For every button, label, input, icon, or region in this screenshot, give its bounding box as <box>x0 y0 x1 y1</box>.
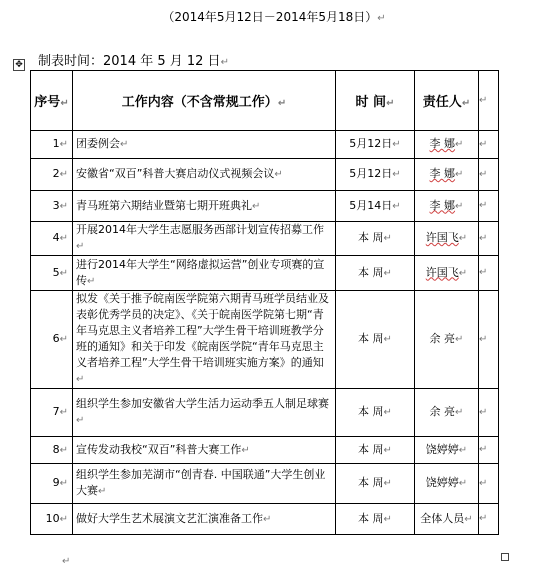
row-end-mark: ↵ <box>479 291 499 389</box>
table-row <box>31 389 499 437</box>
cell-time: 5月14日↵ <box>336 191 415 222</box>
cell-person: 李 娜↵ <box>415 131 479 159</box>
table-row <box>31 437 499 464</box>
cell-no: 9↵ <box>31 464 73 504</box>
table-row <box>31 291 499 389</box>
table-row <box>31 191 499 222</box>
cell-person: 许国飞↵ <box>415 222 479 256</box>
table-resize-handle-icon[interactable] <box>501 553 509 561</box>
col-header-person: 责任人↵ <box>415 71 479 131</box>
col-header-no: 序号↵ <box>31 71 73 131</box>
row-end-mark: ↵ <box>479 437 499 464</box>
cell-work: 组织学生参加安徽省大学生活力运动季五人制足球赛↵ <box>73 389 336 437</box>
cell-work: 做好大学生艺术展演文艺汇演准备工作↵ <box>73 504 336 535</box>
cell-person: 余 亮↵ <box>415 389 479 437</box>
row-end-mark: ↵ <box>479 256 499 291</box>
col-header-time: 时 间↵ <box>336 71 415 131</box>
cell-person: 全体人员↵ <box>415 504 479 535</box>
cell-time: 本 周↵ <box>336 389 415 437</box>
cell-time: 5月12日↵ <box>336 131 415 159</box>
weekly-work-table <box>30 70 499 535</box>
table-row <box>31 131 499 159</box>
cell-work: 拟发《关于推予皖南医学院第六期青马班学员结业及表彰优秀学员的决定》、《关于皖南医学院第七期“青年马克思主义者培养工程”大学生骨干培训班教学分班的通知》和关于印发《皖南医学院“青年马克思主义者培养工程”大学生骨干培训班实施方案》的通知↵ <box>73 291 336 389</box>
table-header-row <box>31 71 499 131</box>
cell-work: 青马班第六期结业暨第七期开班典礼↵ <box>73 191 336 222</box>
table-move-handle-icon[interactable]: ✥ <box>13 59 25 71</box>
cell-person: 李 娜↵ <box>415 191 479 222</box>
cell-work: 宣传发动我校“双百”科普大赛工作↵ <box>73 437 336 464</box>
cell-no: 2↵ <box>31 159 73 191</box>
cell-person: 余 亮↵ <box>415 291 479 389</box>
cell-no: 6↵ <box>31 291 73 389</box>
row-end-mark: ↵ <box>479 71 499 131</box>
paragraph-mark-icon: ↵ <box>220 57 229 68</box>
table-row <box>31 222 499 256</box>
row-end-mark: ↵ <box>479 159 499 191</box>
row-end-mark: ↵ <box>479 464 499 504</box>
row-end-mark: ↵ <box>479 389 499 437</box>
table-row <box>31 159 499 191</box>
cell-work: 进行2014年大学生“网络虚拟运营”创业专项赛的宣传↵ <box>73 256 336 291</box>
cell-time: 本 周↵ <box>336 291 415 389</box>
made-time-text: 制表时间：2014 年 5 月 12 日 <box>38 54 221 69</box>
cell-time: 本 周↵ <box>336 504 415 535</box>
date-range-heading <box>0 8 548 25</box>
cell-time: 本 周↵ <box>336 464 415 504</box>
row-end-mark: ↵ <box>479 504 499 535</box>
cell-time: 本 周↵ <box>336 437 415 464</box>
cell-work: 开展2014年大学生志愿服务西部计划宣传招募工作↵ <box>73 222 336 256</box>
cell-no: 4↵ <box>31 222 73 256</box>
cell-person: 李 娜↵ <box>415 159 479 191</box>
cell-no: 1↵ <box>31 131 73 159</box>
date-range-text: （2014年5月12日－2014年5月18日） <box>162 10 378 24</box>
cell-person: 饶婷婷↵ <box>415 464 479 504</box>
paragraph-mark-icon: ↵ <box>377 13 386 24</box>
row-end-mark: ↵ <box>479 222 499 256</box>
table-row <box>31 504 499 535</box>
row-end-mark: ↵ <box>479 131 499 159</box>
cell-person: 许国飞↵ <box>415 256 479 291</box>
table-row <box>31 256 499 291</box>
cell-time: 本 周↵ <box>336 256 415 291</box>
cell-time: 5月12日↵ <box>336 159 415 191</box>
cell-work: 组织学生参加芜湖市“创青春. 中国联通”大学生创业大赛↵ <box>73 464 336 504</box>
cell-work: 团委例会↵ <box>73 131 336 159</box>
cell-work: 安徽省“双百”科普大赛启动仪式视频会议↵ <box>73 159 336 191</box>
cell-no: 7↵ <box>31 389 73 437</box>
cell-time: 本 周↵ <box>336 222 415 256</box>
row-end-mark: ↵ <box>479 191 499 222</box>
cell-no: 10↵ <box>31 504 73 535</box>
col-header-work: 工作内容（不含常规工作）↵ <box>73 71 336 131</box>
paragraph-mark-icon: ↵ <box>62 556 71 567</box>
table-row <box>31 464 499 504</box>
cell-no: 5↵ <box>31 256 73 291</box>
cell-no: 3↵ <box>31 191 73 222</box>
cell-person: 饶婷婷↵ <box>415 437 479 464</box>
made-time-line <box>38 50 229 69</box>
cell-no: 8↵ <box>31 437 73 464</box>
